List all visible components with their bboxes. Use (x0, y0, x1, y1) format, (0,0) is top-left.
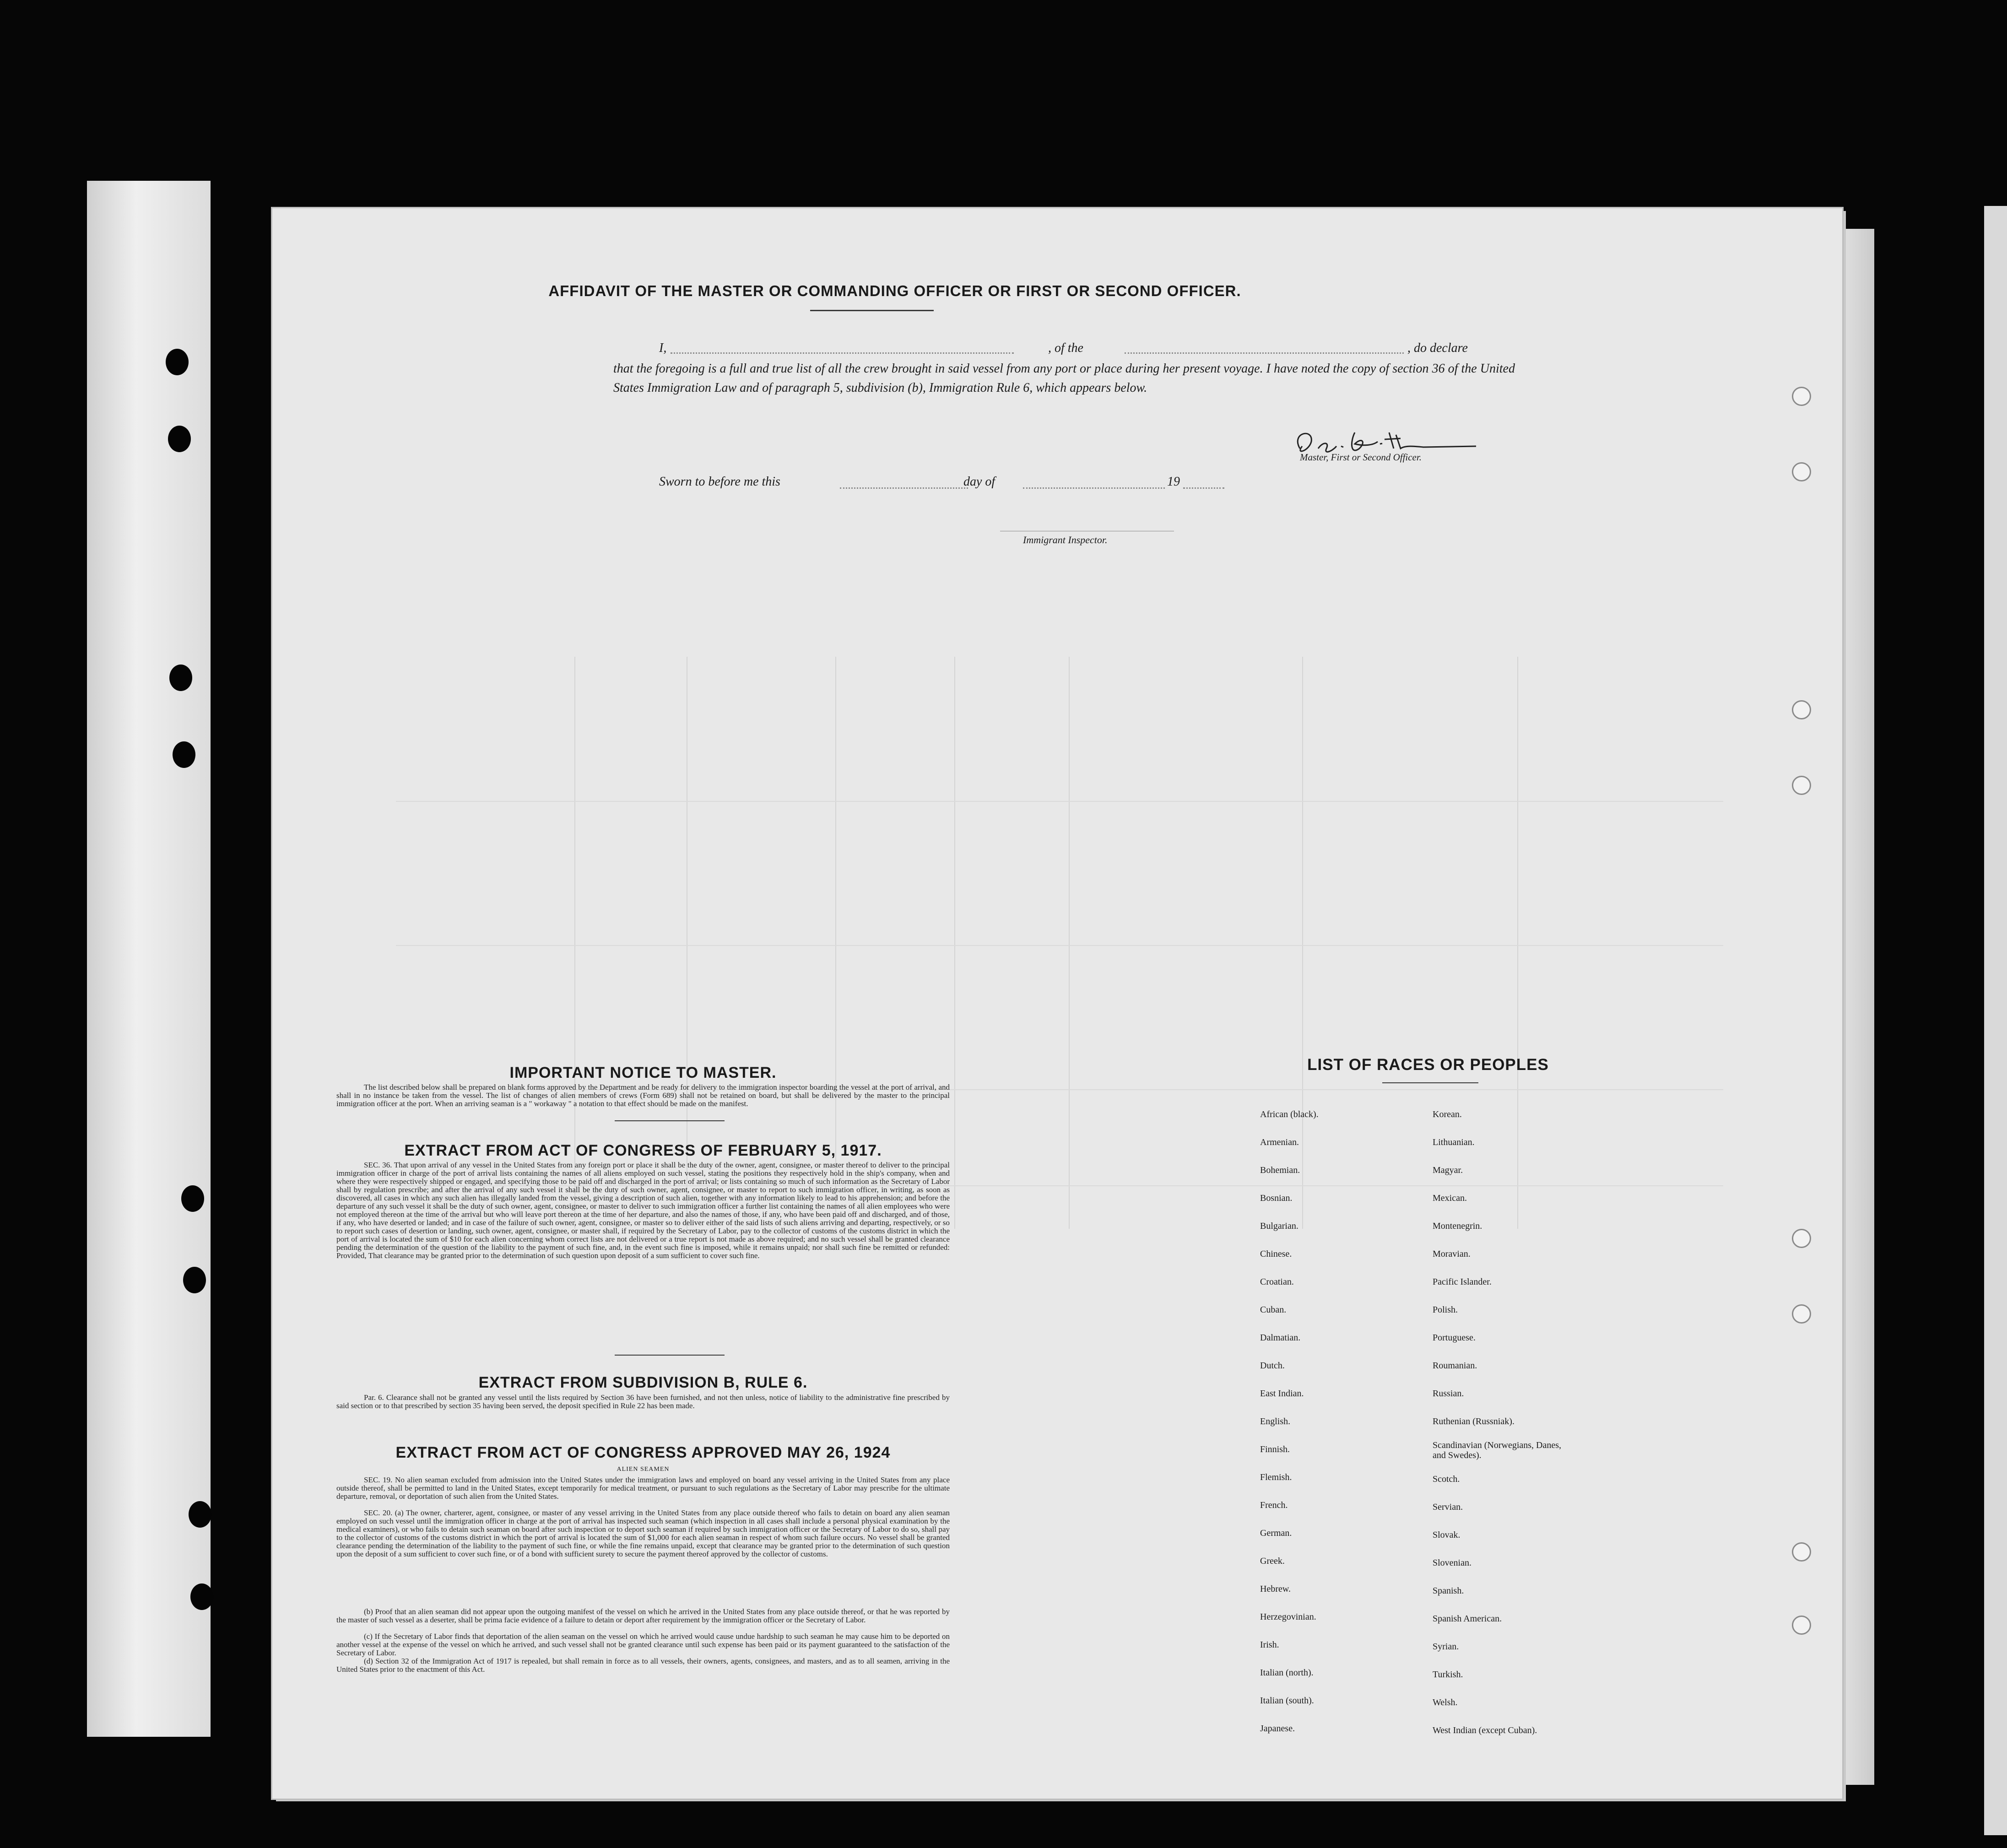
race-item: English. (1260, 1416, 1291, 1427)
race-item: Irish. (1260, 1640, 1279, 1650)
races-title: LIST OF RACES OR PEOPLES (1307, 1056, 1549, 1074)
extract-1924-subtitle: ALIEN SEAMEN (617, 1466, 670, 1473)
race-item: Welsh. (1433, 1697, 1458, 1708)
punch-hole (181, 1185, 204, 1212)
race-item: Portuguese. (1433, 1333, 1476, 1343)
extract-rule6-title: EXTRACT FROM SUBDIVISION B, RULE 6. (478, 1374, 808, 1391)
race-item: Syrian. (1433, 1642, 1459, 1652)
binder-ring (1792, 1229, 1811, 1248)
affidavit-declare: , do declare (1407, 341, 1468, 355)
year-text: 19 (1167, 475, 1180, 489)
race-item: Korean. (1433, 1109, 1462, 1119)
race-item: Spanish American. (1433, 1614, 1502, 1624)
race-item: Hebrew. (1260, 1584, 1291, 1594)
race-item: Servian. (1433, 1502, 1463, 1512)
signature-caption: Master, First or Second Officer. (1300, 452, 1422, 463)
race-item: Lithuanian. (1433, 1137, 1475, 1147)
race-item: Montenegrin. (1433, 1221, 1482, 1231)
punch-hole (166, 349, 189, 375)
race-item: Polish. (1433, 1305, 1458, 1315)
races-right-column (1433, 1101, 1565, 1745)
race-item: African (black). (1260, 1109, 1319, 1119)
bleed-through-text (968, 297, 974, 323)
faint-row-line (396, 945, 1723, 946)
race-item: Slovenian. (1433, 1558, 1471, 1568)
race-item: Turkish. (1433, 1670, 1463, 1680)
day-of-text: day of (963, 475, 995, 489)
binder-ring (1792, 462, 1811, 481)
binder-ring (1792, 1542, 1811, 1562)
binder-strip-left (87, 181, 211, 1737)
race-item: Croatian. (1260, 1277, 1294, 1287)
race-item: Italian (south). (1260, 1696, 1314, 1706)
race-item: German. (1260, 1528, 1292, 1538)
binder-ring (1792, 776, 1811, 795)
race-item: Herzegovinian. (1260, 1612, 1316, 1622)
title-rule (810, 310, 934, 311)
race-item: Spanish. (1433, 1586, 1464, 1596)
race-item: Cuban. (1260, 1305, 1287, 1315)
day-blank[interactable] (840, 487, 968, 489)
race-item: Finnish. (1260, 1444, 1290, 1454)
extract-1924-sec20b: (b) Proof that an alien seaman did not appear upon the outgoing manifest of the vessel on which he arrived in the United States from any place outside thereof, or that he was reported by the master of such vessel as a deserter, shall be prima facie evidence of a failure to detain or deport after requirement by the immigration officer or the Secretary of Labor. (336, 1607, 950, 1624)
punch-hole (173, 741, 195, 768)
punch-hole (169, 665, 192, 691)
race-item: Magyar. (1433, 1165, 1463, 1175)
race-item: Dutch. (1260, 1361, 1285, 1371)
race-item: Pacific Islander. (1433, 1277, 1492, 1287)
extract-1917-title: EXTRACT FROM ACT OF CONGRESS OF FEBRUARY 5, 1917. (404, 1142, 882, 1159)
punch-hole (189, 1501, 211, 1528)
race-item: Flemish. (1260, 1472, 1292, 1482)
race-item: Slovak. (1433, 1530, 1461, 1540)
binder-ring (1792, 387, 1811, 406)
affidavit-body: that the foregoing is a full and true list of all the crew brought in said vessel from any port or place during her present voyage. I have noted the copy of section 36 of the United States Immigration Law and of paragraph 5, subdivision (b), Immigration Rule 6, which appears below. (613, 362, 1515, 395)
race-item: West Indian (except Cuban). (1433, 1725, 1537, 1735)
extract-1924-sec19: SEC. 19. No alien seaman excluded from admission into the United States under the immigration laws and employed on board any vessel arriving in the United States from any place outside thereof, shall be permitted to land in the United States, except temporarily for medical treatment, or pursuant to such regulations as the Secretary of Labor may prescribe for the ultimate departure, removal, or deportation of such alien from the United States. (336, 1475, 950, 1501)
race-item: Greek. (1260, 1556, 1285, 1566)
affidavit-title: AFFIDAVIT OF THE MASTER OR COMMANDING OFFICER OR FIRST OR SECOND OFFICER. (548, 282, 1241, 299)
race-item: Russian. (1433, 1389, 1464, 1399)
punch-hole (168, 426, 191, 452)
inspector-caption: Immigrant Inspector. (1023, 534, 1108, 546)
affidavit-of-the: , of the (1048, 341, 1083, 355)
sworn-text: Sworn to before me this (659, 475, 780, 489)
race-item: Ruthenian (Russniak). (1433, 1416, 1515, 1427)
notice-title: IMPORTANT NOTICE TO MASTER. (509, 1064, 777, 1081)
vessel-blank[interactable] (1125, 352, 1404, 354)
races-title-rule (1382, 1082, 1478, 1083)
faint-row-line (396, 801, 1723, 802)
section-divider (615, 1355, 725, 1356)
notice-text: The list described below shall be prepared on blank forms approved by the Department and be ready for delivery to the immigration inspector boarding the vessel at the port of arrival, and shall in no instance be taken from the vessel. The list of changes of alien members of crews (Form 689) shall not be retained on board, but shall be delivered by the master to the principal immigration officer at the port. When an arriving seaman is a " workaway " a notation to that effect should be made on the manifest. (336, 1083, 950, 1108)
race-item: Bosnian. (1260, 1193, 1293, 1203)
race-item: Moravian. (1433, 1249, 1471, 1259)
race-item: Japanese. (1260, 1724, 1295, 1734)
month-blank[interactable] (1023, 487, 1165, 489)
race-item: French. (1260, 1500, 1288, 1510)
race-item: Scotch. (1433, 1474, 1460, 1484)
race-item: Scandinavian (Norwegians, Danes, and Swedes). (1433, 1440, 1562, 1460)
race-item: Bulgarian. (1260, 1221, 1298, 1231)
race-item: Roumanian. (1433, 1361, 1477, 1371)
extract-1924-sec20d: (d) Section 32 of the Immigration Act of 1917 is repealed, but shall remain in force as to all vessels, their owners, agents, consignees, and masters, and as to all seamen, arriving in the United States prior to the enactment of this Act. (336, 1657, 950, 1674)
extract-1917-text: SEC. 36. That upon arrival of any vessel in the United States from any foreign port or place it shall be the duty of the owner, agent, consignee, or master thereof to deliver to the principal immigration officer in charge of the port of arrival lists containing the names of all aliens employed on such vessel, stating the positions they respectively hold in the ship's company, when and where they were respectively shipped or engaged, and specifying those to be paid off and discharged in the port of arrival; or lists containing so much of such information as the Secretary of Labor shall by regulation prescribe; and after the arrival of any such vessel it shall be the duty of such owner, agent, consignee, or master to report to such immigration officer, in writing, as soon as discovered, all cases in which any such alien has illegally landed from the vessel, giving a description of such alien, together with any information likely to lead to his apprehension; and before the departure of any such vessel it shall be the duty of such owner, agent, consignee, or master to deliver to such immigration officer a further list containing the names of all alien employees who were not employed thereon at the time of the arrival but who will leave port thereon at the time of her departure, and also the names of those, if any, who have been paid off and discharged, and of those, if any, who have deserted or landed; and in case of the failure of such owner, agent, consignee, or master so to deliver either of the said lists of such aliens arriving and departing, respectively, or so to report such cases of desertion or landing, such owner, agent, consignee, or master shall, if required by the Secretary of Labor, pay to the collector of customs of the customs district in which the port of arrival is located the sum of $10 for each alien concerning whom correct lists are not delivered or a true report is not made as above required; and no such vessel shall be granted clearance pending the determination of the question of the liability to the payment of such fine, and, in the event such fine is imposed, while it remains unpaid; nor shall such fine be remitted or refunded: Provided, That clearance may be granted prior to the determination of such question upon deposit of a sum sufficient to cover such fine. (336, 1161, 950, 1260)
races-left-column (1260, 1101, 1319, 1743)
year-blank[interactable] (1183, 487, 1224, 489)
name-blank[interactable] (671, 352, 1014, 354)
binder-strip-right (1984, 206, 2007, 1835)
extract-1924-sec20c: (c) If the Secretary of Labor finds that deportation of the alien seaman on the vessel on which he arrived would cause undue hardship to such seaman he may cause him to be deported on another vessel at the expense of the vessel on which he arrived, and such vessel shall not be granted clearance until such expense has been paid or its payment guaranteed to the satisfaction of the Secretary of Labor. (336, 1632, 950, 1657)
race-item: Chinese. (1260, 1249, 1292, 1259)
race-item: East Indian. (1260, 1389, 1304, 1399)
affidavit-i: I, (659, 341, 667, 355)
manifest-page (272, 208, 1842, 1799)
race-item: Italian (north). (1260, 1668, 1314, 1678)
punch-hole (190, 1583, 213, 1610)
extract-1924-title: EXTRACT FROM ACT OF CONGRESS APPROVED MAY 26, 1924 (395, 1444, 891, 1461)
binder-ring (1792, 1616, 1811, 1635)
column-rule (1069, 657, 1070, 1229)
race-item: Armenian. (1260, 1137, 1299, 1147)
section-divider (615, 1120, 725, 1121)
binder-ring (1792, 700, 1811, 719)
extract-1924-sec20a: SEC. 20. (a) The owner, charterer, agent, consignee, or master of any vessel arriving in the United States from any place outside thereof who fails to detain on board any alien seaman employed on such vessel until the immigration officer in charge at the port of arrival has inspected such seaman (which inspection in all cases shall include a personal physical examination by the medical examiners), or who fails to detain such seaman on board after such inspection or to deport such seaman if required by such immigration officer or the Secretary of Labor to do so, shall pay to the collector of customs of the customs district in which the port of arrival is located the sum of $1,000 for each alien seaman in respect of whom such failure occurs. No vessel shall be granted clearance pending the determination of the liability to the payment of such fine, or while the fine remains unpaid, except that clearance may be granted prior to the determination of such question upon the deposit of a sum sufficient to cover such fine, or of a bond with sufficient surety to secure the payment thereof approved by the collector of customs. (336, 1508, 950, 1558)
extract-rule6-text: Par. 6. Clearance shall not be granted any vessel until the lists required by Section 36 have been furnished, and not then unless, notice of liability to the administrative fine prescribed by said section or to that prescribed by section 35 having been served, the deposit specified in Rule 22 has been made. (336, 1393, 950, 1410)
race-item: Mexican. (1433, 1193, 1467, 1203)
binder-ring (1792, 1304, 1811, 1324)
punch-hole (183, 1267, 206, 1293)
race-item: Dalmatian. (1260, 1333, 1301, 1343)
column-rule (954, 657, 955, 1229)
race-item: Bohemian. (1260, 1165, 1300, 1175)
